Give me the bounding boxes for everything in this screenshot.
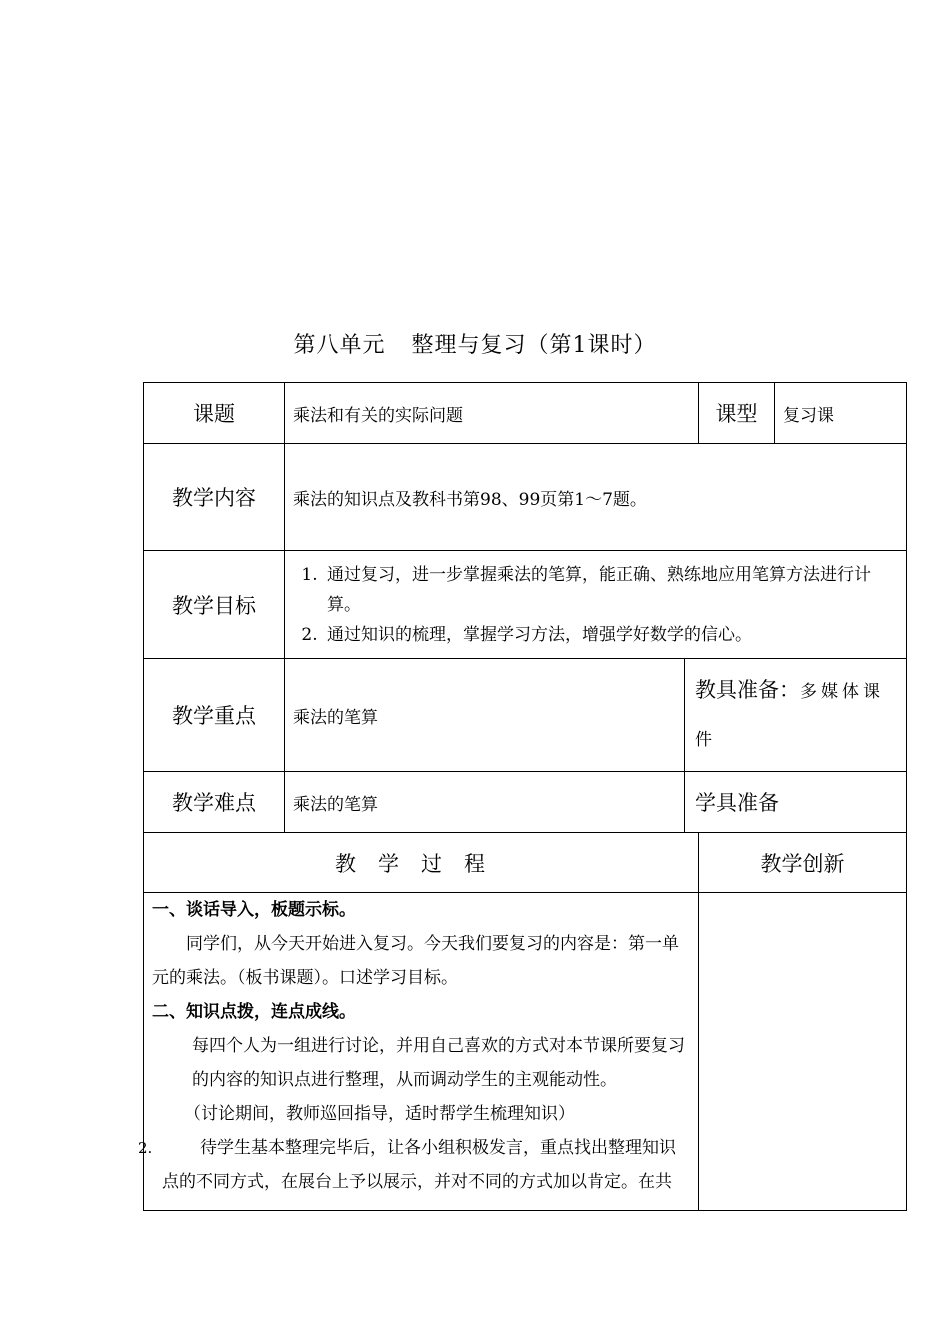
- key-point-value: 乘法的笔算: [285, 659, 685, 772]
- innovation-header: 教学创新: [699, 833, 907, 893]
- difficulty-value: 乘法的笔算: [285, 772, 685, 833]
- key-point-row: [144, 659, 907, 772]
- section-note: （讨论期间，教师巡回指导，适时帮学生梳理知识）: [184, 1104, 575, 1124]
- type-label: 课型: [699, 383, 775, 444]
- page-title: [0, 328, 950, 359]
- section-heading: 二、知识点拨，连点成线。: [152, 1002, 356, 1022]
- content-label: 教学内容: [144, 444, 285, 551]
- lesson-title: 整理与复习（第1课时）: [411, 333, 657, 358]
- goals-label: 教学目标: [144, 551, 285, 659]
- content-row: [144, 444, 907, 551]
- teaching-tools-value: 多媒体课件: [695, 682, 884, 750]
- section-text: 同学们，从今天开始进入复习。今天我们要复习的内容是：第一单元的乘法。（板书课题）。口述学习目标。: [152, 934, 679, 988]
- goals-row: [144, 551, 907, 659]
- type-value: 复习课: [775, 383, 907, 444]
- goals-value: [285, 551, 907, 659]
- section-heading: 一、谈话导入，板题示标。: [152, 900, 356, 920]
- teaching-tools-cell: [685, 659, 907, 772]
- section-text: 待学生基本整理完毕后，让各小组积极发言，重点找出整理知识点的不同方式，在展台上予以展示，并对不同的方式加以肯定。在共: [162, 1138, 676, 1192]
- difficulty-row: [144, 772, 907, 833]
- process-header: 教学过程: [144, 833, 699, 893]
- list-marker: 2.: [138, 1139, 153, 1157]
- process-header-row: [144, 833, 907, 893]
- process-body-row: [144, 893, 907, 1211]
- difficulty-label: 教学难点: [144, 772, 285, 833]
- goal-item: 1. 通过复习，进一步掌握乘法的笔算，能正确、熟练地应用笔算方法进行计算。: [323, 560, 898, 620]
- student-tools-label: 学具准备: [685, 772, 907, 833]
- content-value: 乘法的知识点及教科书第98、99页第1～7题。: [285, 444, 907, 551]
- unit-title: 第八单元: [293, 333, 386, 358]
- teaching-tools-label: 教具准备：: [695, 678, 800, 702]
- topic-label: 课题: [144, 383, 285, 444]
- topic-value: 乘法和有关的实际问题: [285, 383, 699, 444]
- goal-item: 2. 通过知识的梳理，掌握学习方法，增强学好数学的信心。: [323, 620, 898, 650]
- section-text: 每四个人为一组进行讨论，并用自己喜欢的方式对本节课所要复习的内容的知识点进行整理，从而调动学生的主观能动性。: [192, 1036, 685, 1090]
- lesson-plan-table: [138, 382, 907, 1211]
- process-content: [138, 893, 699, 1211]
- key-point-label: 教学重点: [144, 659, 285, 772]
- innovation-content: [699, 893, 907, 1211]
- topic-row: [144, 383, 907, 444]
